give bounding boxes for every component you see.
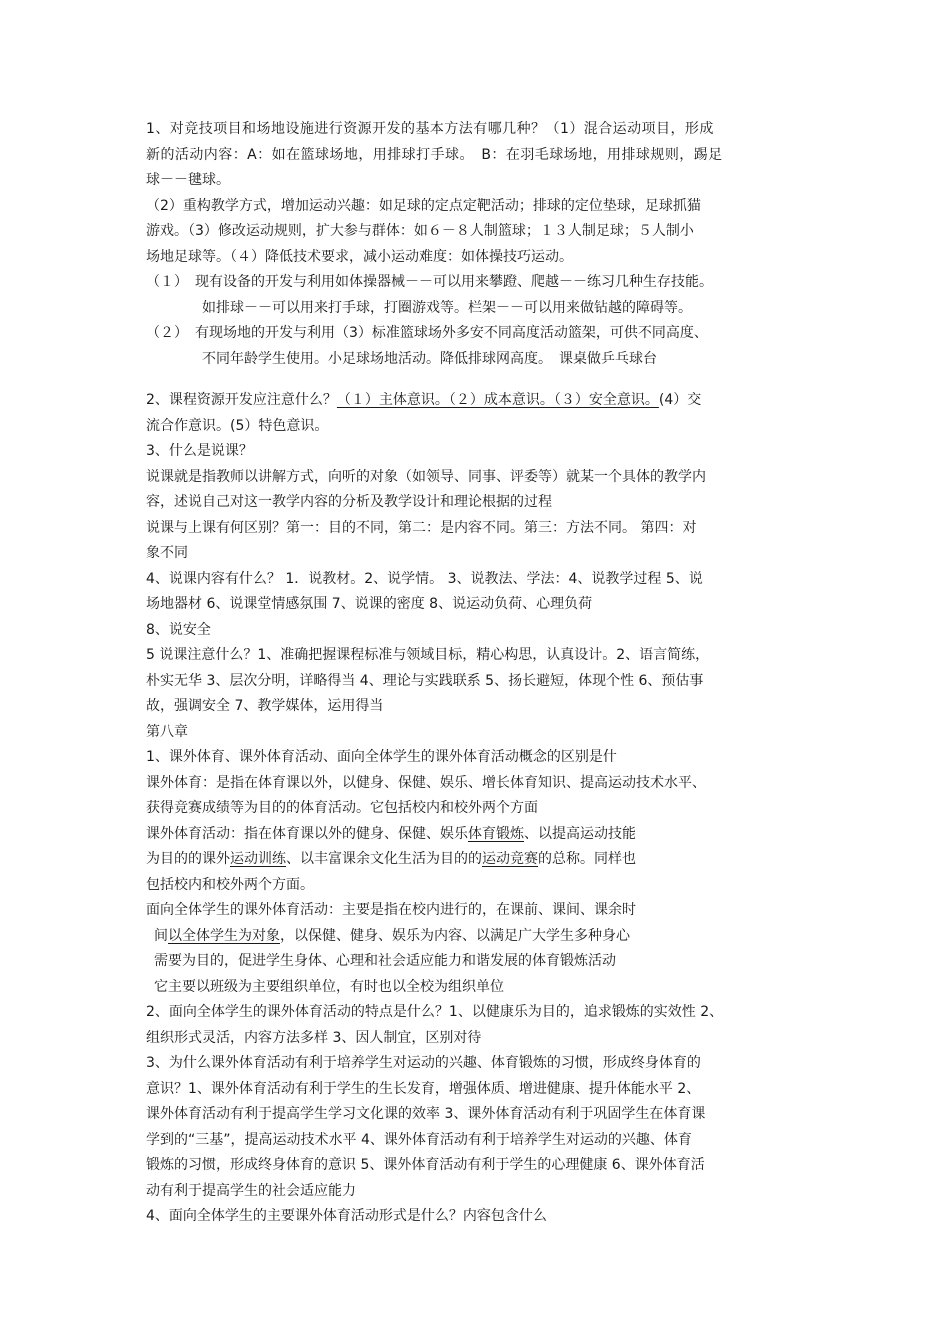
underlined-text: 体育锻炼 — [468, 825, 524, 842]
text-run: 为目的的课外 — [146, 851, 230, 867]
text-run: ，以保健、健身、娱乐为内容、以满足广大学生多种身心 — [280, 927, 630, 944]
text-run: 、以提高运动技能 — [524, 825, 636, 842]
blank-line — [146, 372, 810, 388]
text-line: （１） 现有设备的开发与利用如体操器械－－可以用来攀蹬、爬越－－练习几种生存技能。 — [146, 274, 713, 290]
text-line: 1、对竞技项目和场地设施进行资源开发的基本方法有哪几种？（1）混合运动项目，形成 — [146, 121, 714, 137]
underlined-text: （１）主体意识。（２）成本意识。（３）安全意识。 — [336, 392, 659, 408]
text-line: 说课与上课有何区别？第一：目的不同，第二：是内容不同。第三：方法不同。 第四：对 — [146, 519, 697, 536]
text-line — [146, 847, 810, 873]
text-line — [146, 388, 810, 414]
text-line: 朴实无华 3、层次分明，详略得当 4、理论与实践联系 5、扬长避短，体现个性 6、预估事 — [146, 672, 704, 689]
text-line: 4、面向全体学生的主要课外体育活动形式是什么？内容包含什么 — [146, 1208, 547, 1224]
text-run: 的总称。同样也 — [538, 851, 636, 867]
text-line: 8、说安全 — [146, 621, 211, 638]
text-line: 5 说课注意什么？1、准确把握课程标准与领域目标，精心构思，认真设计。2、语言简练， — [146, 647, 710, 663]
text-line: 场地足球等。（４）降低技术要求，减小运动难度：如体操技巧运动。 — [146, 248, 573, 265]
text-run: (4）交 — [658, 392, 702, 408]
text-line: 它主要以班级为主要组织单位，有时也以全校为组织单位 — [154, 978, 504, 995]
text-line: 意识？1、课外体育活动有利于学生的生长发育，增强体质、增进健康、提升体能水平 2、 — [146, 1080, 701, 1097]
text-line: 球－－毽球。 — [146, 172, 230, 188]
text-line: 获得竞赛成绩等为目的的体育活动。它包括校内和校外两个方面 — [146, 800, 538, 816]
text-line: 游戏。（3）修改运动规则，扩大参与群体：如６－８人制篮球；１３人制足球；５人制小 — [146, 223, 694, 239]
underlined-text: 运动竞赛 — [482, 851, 538, 867]
text-line: 新的活动内容：A：如在篮球场地，用排球打手球。 B：在羽毛球场地，用排球规则，踢足 — [146, 146, 723, 163]
text-line: 象不同 — [146, 545, 188, 561]
text-line: 4、说课内容有什么？ 1．说教材。2、说学情。 3、说教法、学法：4、说教学过程 5、说 — [146, 570, 703, 587]
text-line: 1、课外体育、课外体育活动、面向全体学生的课外体育活动概念的区别是什 — [146, 749, 617, 765]
text-line — [146, 924, 810, 950]
text-line: 学到的“三基”，提高运动技术水平 4、课外体育活动有利于培养学生对运动的兴趣、体育 — [146, 1131, 692, 1148]
text-line: 面向全体学生的课外体育活动：主要是指在校内进行的，在课前、课间、课余时 — [146, 902, 636, 918]
text-line: （2）重构教学方式，增加运动兴趣：如足球的定点定靶活动；排球的定位垫球，足球抓猫 — [146, 197, 701, 214]
text-line: 需要为目的，促进学生身体、心理和社会适应能力和谐发展的体育锻炼活动 — [154, 953, 616, 969]
text-line: 2、面向全体学生的课外体育活动的特点是什么？1、以健康乐为目的，追求锻炼的实效性 2、 — [146, 1004, 724, 1020]
text-line: 锻炼的习惯，形成终身体育的意识 5、课外体育活动有利于学生的心理健康 6、课外体育活 — [146, 1157, 705, 1173]
text-line: 包括校内和校外两个方面。 — [146, 876, 314, 893]
text-line: 场地器材 6、说课堂情感氛围 7、说课的密度 8、说运动负荷、心理负荷 — [146, 596, 593, 612]
text-line: 如排球－－可以用来打手球，打圈游戏等。栏架－－可以用来做钻越的障碍等。 — [202, 299, 692, 316]
text-line: 不同年龄学生使用。小足球场地活动。降低排球网高度。 课桌做乒乓球台 — [202, 350, 657, 367]
text-line: 课外体育：是指在体育课以外，以健身、保健、娱乐、增长体育知识、提高运动技术水平、 — [146, 774, 706, 791]
text-line: （２） 有现场地的开发与利用（3）标准篮球场外多安不同高度活动篮架，可供不同高度、 — [146, 325, 708, 341]
text-line: 说课就是指教师以讲解方式，向听的对象（如领导、同事、评委等）就某一个具体的教学内 — [146, 468, 706, 485]
text-run: 、以丰富课余文化生活为目的的 — [286, 851, 482, 867]
underlined-text: 以全体学生为对象 — [168, 927, 280, 944]
document-body — [146, 117, 810, 1230]
text-run: 间 — [154, 927, 168, 944]
chapter-heading: 第八章 — [146, 723, 188, 740]
text-line: 3、什么是说课？ — [146, 443, 253, 459]
text-run: 2、课程资源开发应注意什么？ — [146, 392, 337, 408]
text-line: 容，述说自己对这一教学内容的分析及教学设计和理论根据的过程 — [146, 494, 552, 510]
text-run: 课外体育活动：指在体育课以外的健身、保健、娱乐 — [146, 825, 468, 842]
text-line: 故，强调安全 7、教学媒体，运用得当 — [146, 698, 384, 714]
text-line: 3、为什么课外体育活动有利于培养学生对运动的兴趣、体育锻炼的习惯，形成终身体育的 — [146, 1055, 701, 1071]
text-line — [146, 822, 810, 848]
underlined-text: 运动训练 — [230, 851, 286, 867]
text-line: 动有利于提高学生的社会适应能力 — [146, 1182, 356, 1199]
text-line: 流合作意识。(5）特色意识。 — [146, 417, 329, 434]
text-line: 课外体育活动有利于提高学生学习文化课的效率 3、课外体育活动有利于巩固学生在体育课 — [146, 1106, 706, 1122]
text-line: 组织形式灵活，内容方法多样 3、因人制宜，区别对待 — [146, 1029, 482, 1046]
